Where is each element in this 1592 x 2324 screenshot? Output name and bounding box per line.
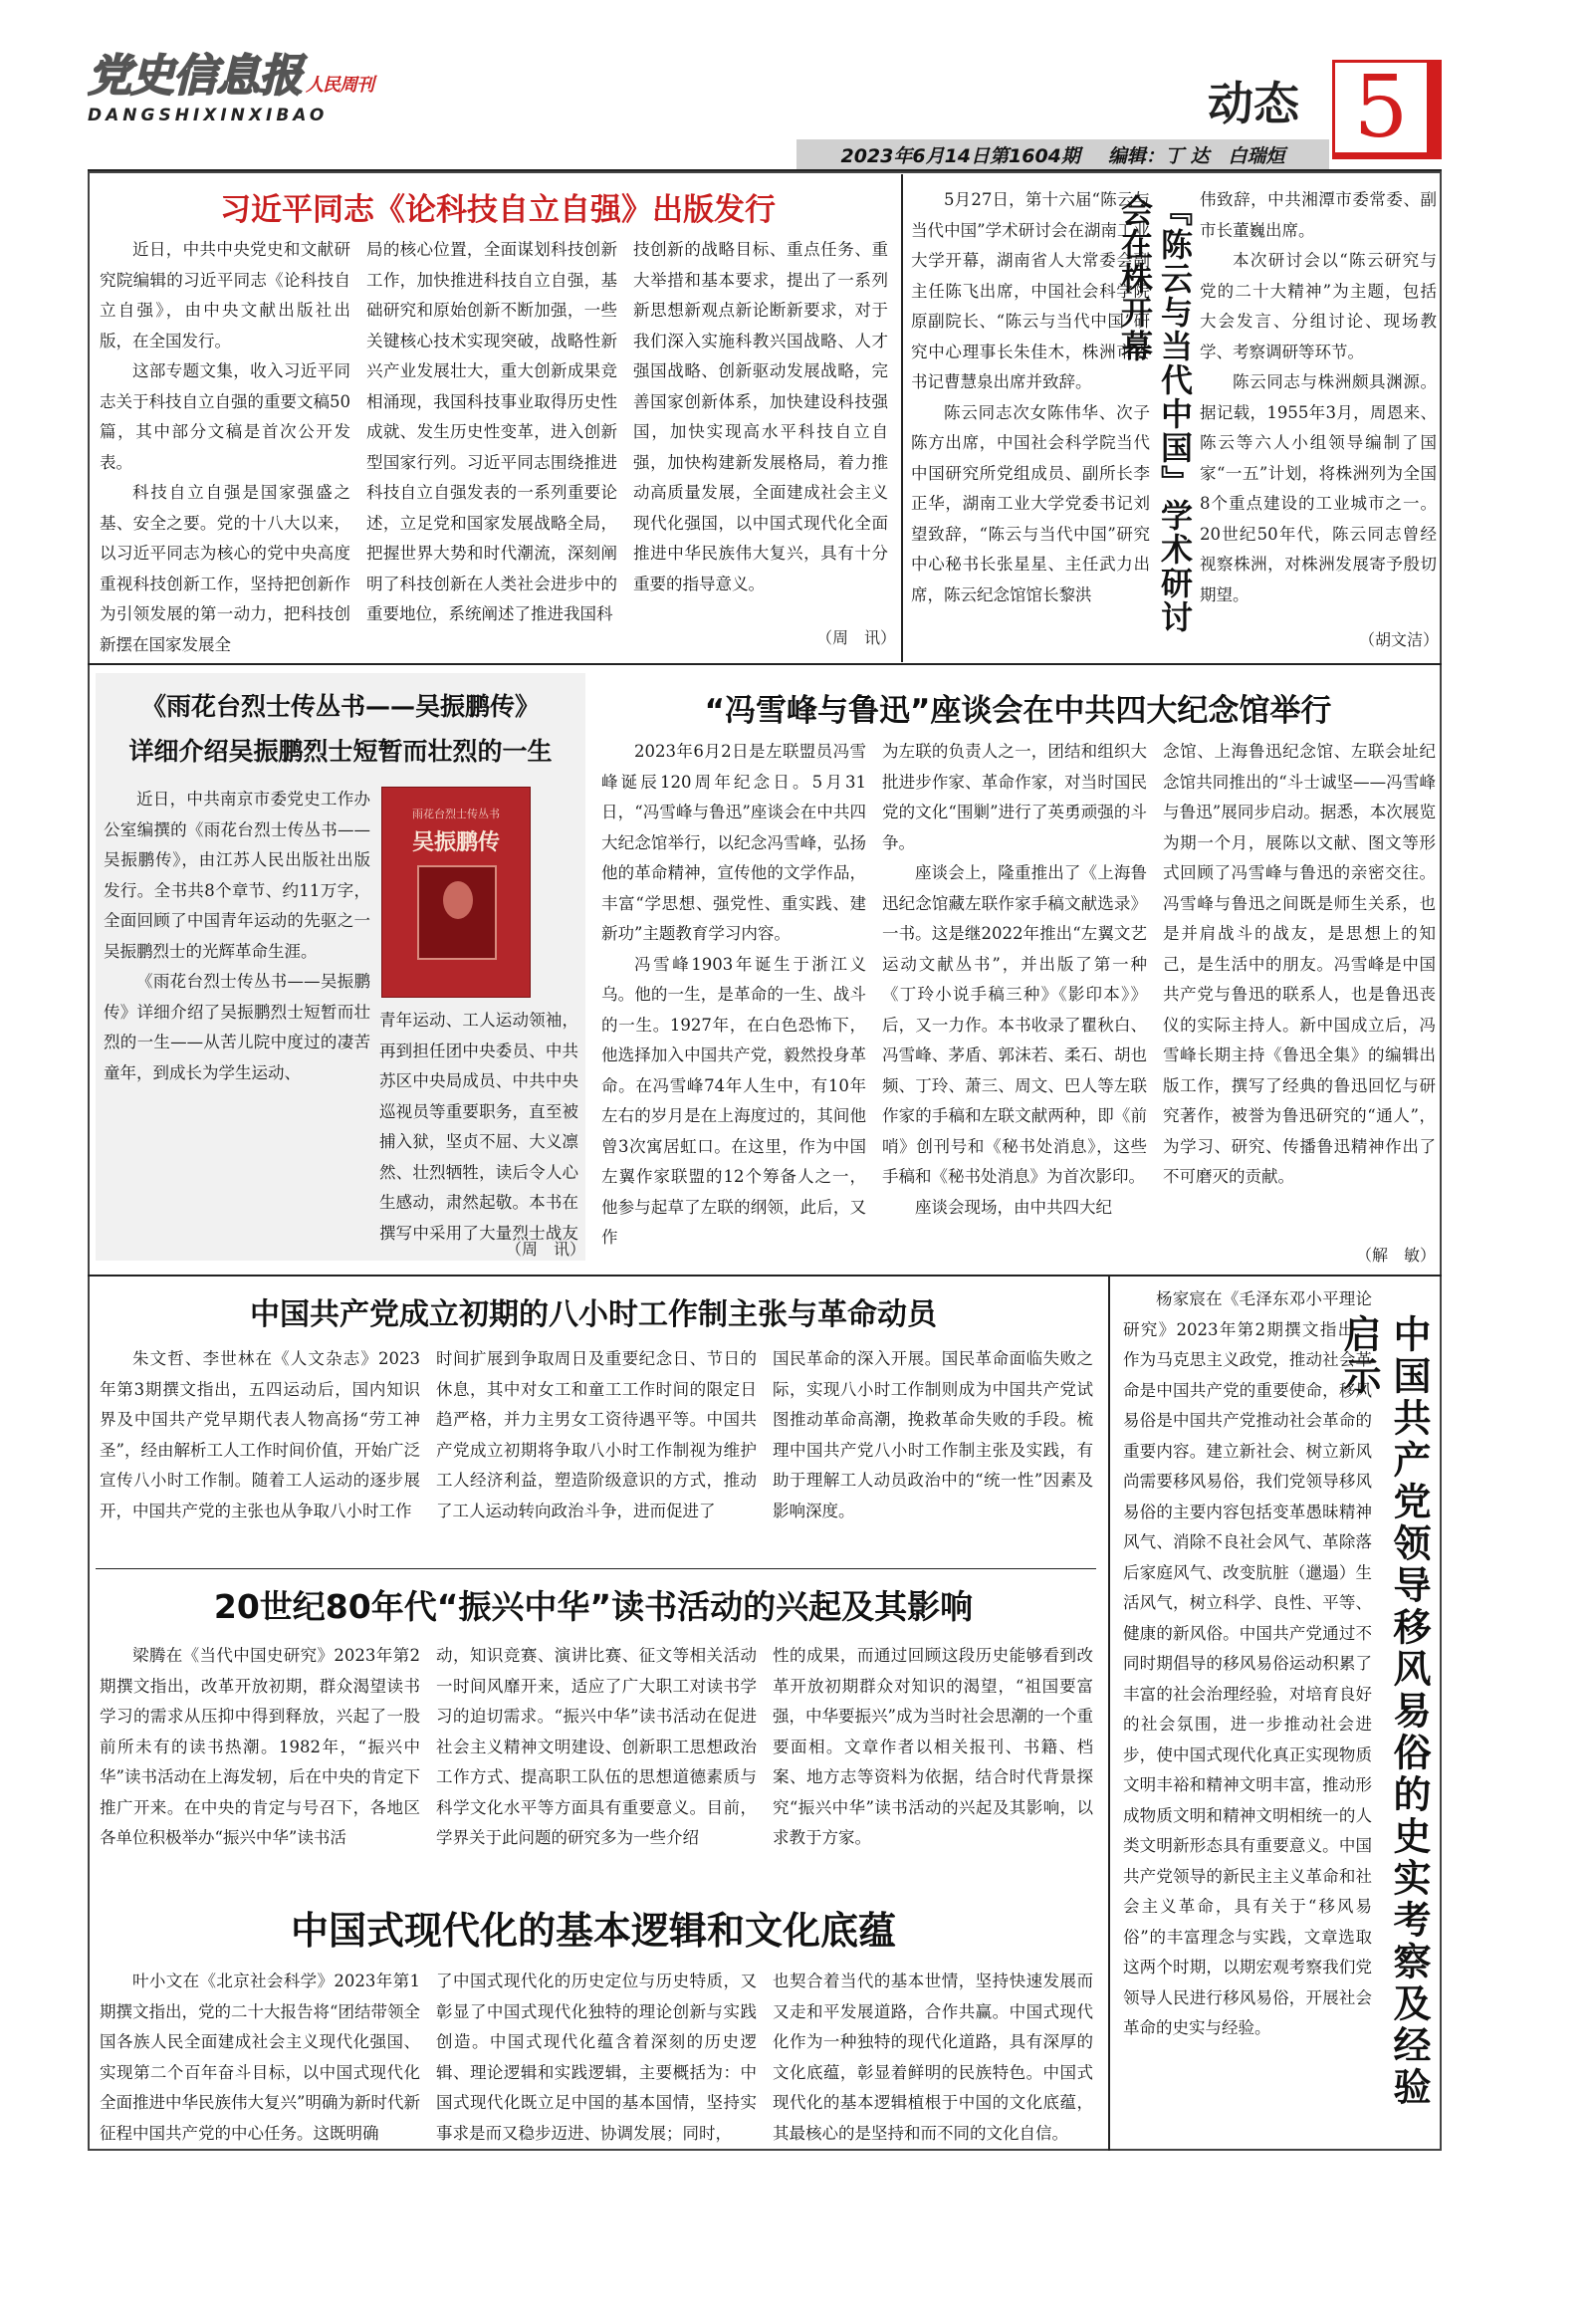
a2-col1 bbox=[911, 185, 1150, 653]
a6-col3 bbox=[773, 1641, 1093, 1890]
a6-col1 bbox=[100, 1641, 420, 1890]
book-title-label: 吴振鹏传 bbox=[411, 830, 500, 855]
book-portrait bbox=[417, 865, 497, 960]
a2-col2-text-part: 本次研讨会以“陈云研究与党的二十大精神”为主题，包括大会发言、分组讨论、现场教学、考察调研等环节。 bbox=[1200, 251, 1437, 361]
logo-subtitle: 人民周刊 bbox=[306, 75, 373, 96]
a8-col1 bbox=[1123, 1284, 1372, 2141]
a2-col1-text-part: 陈云同志次女陈伟华、次子陈方出席，中国社会科学院当代中国研究所党组成员、副所长李正华，湖南工业大学党委书记刘望致辞，“陈云与当代中国”研究中心秘书长张星星、主任武力出席，陈云纪念馆馆长黎洪 bbox=[911, 402, 1150, 604]
a6-col1-text: 梁腾在《当代中国史研究》2023年第2期撰文指出，改革开放初期，群众渴望读书学习的需求从压抑中得到释放，兴起了一股前所未有的读书热潮。1982年，“振兴中华”读书活动在上海发轫，后在中央的肯定下推广开来。在中央的肯定与号召下，各地区各单位积极举办“振兴中华”读书活 bbox=[100, 1646, 420, 1847]
a1-col1-text-part: 科技自立自强是国家强盛之基、安全之要。党的十八大以来，以习近平同志为核心的党中央高度重视科技创新工作，坚持把创新作为引领发展的第一动力，把科技创新摆在国家发展全 bbox=[100, 483, 350, 653]
a1-col3 bbox=[633, 235, 888, 623]
a2-col2-text-part: 陈云同志与株洲颇具渊源。据记载，1955年3月，周恩来、陈云等六人小组领导编制了国家“一五”计划，将株洲列为全国8个重点建设的工业城市之一。20世纪50年代，陈云同志曾经视察株洲，对株洲发展寄予殷切期望。 bbox=[1200, 372, 1437, 604]
page-number: 5 bbox=[1332, 60, 1430, 155]
a1-col3-text: 技创新的战略目标、重点任务、重大举措和基本要求，提出了一系列新思想新观点新论断新要求，对于我们深入实施科教兴国战略、人才强国战略、创新驱动发展战略，完善国家创新体系，加快建设科技强国，加快实现高水平科技自立自强，加快构建新发展格局，着力推动高质量发展，全面建成社会主义现代化强国，以中国式现代化全面推进中华民族伟大复兴，具有十分重要的指导意义。 bbox=[633, 240, 888, 593]
a7-col3 bbox=[773, 1967, 1093, 2146]
a1-col1-text-part: 近日，中共中央党史和文献研究院编辑的习近平同志《论科技自立自强》，由中央文献出版社出版，在全国发行。 bbox=[100, 240, 350, 350]
a5-col1 bbox=[100, 1344, 420, 1558]
divider-v1 bbox=[901, 174, 903, 662]
a3-col1 bbox=[104, 785, 370, 1253]
a4-headline: “冯雪峰与鲁迅”座谈会在中共四大纪念馆举行 bbox=[704, 693, 1332, 729]
a3-headline-1: 《雨花台烈士传丛书——吴振鹏传》 bbox=[140, 692, 540, 721]
a7-col1-text: 叶小文在《北京社会科学》2023年第1期撰文指出，党的二十大报告将“团结带领全国各族人民全面建成社会主义现代化强国、实现第二个百年奋斗目标，以中国式现代化全面推进中华民族伟大复兴”明确为新时代新征程中国共产党的中心任务。这既明确 bbox=[100, 1972, 420, 2143]
a1-col1 bbox=[100, 235, 350, 653]
a1-author: （周 讯） bbox=[816, 628, 897, 647]
issue-date: 2023年6月14日第1604期 bbox=[840, 144, 1080, 167]
a7-col2 bbox=[436, 1967, 757, 2146]
a4-col2-text-part: 座谈会上，隆重推出了《上海鲁迅纪念馆藏左联作家手稿文献选录》一书。这是继2022年推出“左翼文艺运动文献丛书”，并出版了第一种《丁玲小说手稿三种》《影印本》》后，又一力作。本书收录了瞿秋白、冯雪峰、茅盾、郭沫若、柔石、胡也频、丁玲、萧三、周文、巴人等左联作家的手稿和左联文献两种，即《前哨》创刊号和《秘书处消息》，这些手稿和《秘书处消息》为首次影印。 bbox=[882, 863, 1147, 1186]
a3-author: （周 讯） bbox=[506, 1240, 586, 1259]
a4-col3 bbox=[1163, 737, 1436, 1235]
a4-author: （解 敏） bbox=[1356, 1246, 1437, 1265]
a8-col1-text: 杨家宸在《毛泽东邓小平理论研究》2023年第2期撰文指出，作为马克思主义政党，推动社会革命是中国共产党的重要使命，移风易俗是中国共产党推动社会革命的重要内容。建立新社会、树立新风尚需要移风易俗，我们党领导移风易俗的主要内容包括变革愚昧精神风气、消除不良社会风气、革除落后家庭风气、改变肮脏（邋遢）生活风气，树立科学、良性、平等、健康的新风俗。中国共产党通过不同时期倡导的移风易俗运动积累了丰富的社会治理经验，对培育良好的社会氛围，进一步推动社会进步，使中国式现代化真正实现物质文明丰裕和精神文明丰富，推动形成物质文明和精神文明相统一的人类文明新形态具有重要意义。中国共产党领导的新民主主义革命和社会主义革命，具有关于“移风易俗”的丰富理念与实践，文章选取这两个时期，以期宏观考察我们党领导人民进行移风易俗，开展社会革命的史实与经验。 bbox=[1123, 1289, 1372, 2037]
a1-col1-text-part: 这部专题文集，收入习近平同志关于科技自立自强的重要文稿50篇，其中部分文稿是首次公开发表。 bbox=[100, 361, 350, 472]
page-number-box bbox=[1332, 60, 1442, 159]
a2-col2-text-part: 伟致辞，中共湘潭市委常委、副市长董巍出席。 bbox=[1200, 190, 1437, 240]
a3-headline-2: 详细介绍吴振鹏烈士短暂而壮烈的一生 bbox=[128, 737, 553, 766]
a3-col2-text: 青年运动、工人运动领袖，再到担任团中央委员、中共苏区中央局成员、中共中央巡视员等重要职务，直至被捕入狱，坚贞不屈、大义凛然、壮烈牺牲，读后令人心生感动，肃然起敬。本书在撰写中采用了大量烈士战友 bbox=[379, 1011, 578, 1243]
a1-col2 bbox=[366, 235, 617, 653]
a7-col3-text: 也契合着当代的基本世情，坚持快速发展而又走和平发展道路，合作共赢。中国式现代化作为一种独特的现代化道路，具有深厚的文化底蕴，彰显着鲜明的民族特色。中国式现代化的基本逻辑植根于中国的文化底蕴，其最核心的是坚持和而不同的文化自信。 bbox=[773, 1972, 1093, 2143]
a2-author: （胡文洁） bbox=[1359, 630, 1440, 649]
a7-col2-text: 了中国式现代化的历史定位与历史特质，又彰显了中国式现代化独特的理论创新与实践创造。中国式现代化蕴含着深刻的历史逻辑、理论逻辑和实践逻辑，主要概括为：中国式现代化既立足中国的基本国情，坚持实事求是而又稳步迈进、协调发展；同时， bbox=[436, 1972, 757, 2143]
editors: 编辑：丁 达 白瑞烜 bbox=[1107, 144, 1285, 167]
a6-col2-text: 动，知识竞赛、演讲比赛、征文等相关活动一时间风靡开来，适应了广大职工对读书学习的迫切需求。“振兴中华”读书活动在促进社会主义精神文明建设、创新职工思想政治工作方式、提高职工队伍的思想道德素质与科学文化水平等方面具有重要意义。目前，学界关于此问题的研究多为一些介绍 bbox=[436, 1646, 757, 1847]
a4-col2-text-part: 座谈会现场，由中共四大纪 bbox=[915, 1197, 1112, 1217]
a6-headline: 20世纪80年代“振兴中华”读书活动的兴起及其影响 bbox=[213, 1587, 974, 1626]
divider-h3 bbox=[96, 1568, 1096, 1569]
logo-pinyin: DANGSHIXINXIBAO bbox=[88, 106, 329, 125]
a6-col2 bbox=[436, 1641, 757, 1890]
a2-col1-text-part: 5月27日，第十六届“陈云与当代中国”学术研讨会在湖南工业大学开幕，湖南省人大常委会副主任陈飞出席，中国社会科学院原副院长、“陈云与当代中国”研究中心理事长朱佳木，株洲市委书记曹慧泉出席并致辞。 bbox=[911, 190, 1150, 391]
book-cover-image bbox=[381, 787, 531, 998]
a4-col3-text: 念馆、上海鲁迅纪念馆、左联会址纪念馆共同推出的“斗士诚坚——冯雪峰与鲁迅”展同步启动。据悉，本次展览为期一个月，展陈以文献、图文等形式回顾了冯雪峰与鲁迅的亲密交往。冯雪峰与鲁迅之间既是师生关系，也是并肩战斗的战友，是思想上的知己，是生活中的朋友。冯雪峰是中国共产党与鲁迅的联系人，也是鲁迅丧仪的实际主持人。新中国成立后，冯雪峰长期主持《鲁迅全集》的编辑出版工作，撰写了经典的鲁迅回忆与研究著作，被誉为鲁迅研究的“通人”，为学习、研究、传播鲁迅精神作出了不可磨灭的贡献。 bbox=[1163, 742, 1436, 1186]
a3-col1-text-part: 《雨花台烈士传丛书——吴振鹏传》详细介绍了吴振鹏烈士短暂而壮烈的一生——从苦儿院中度过的凄苦童年，到成长为学生运动、 bbox=[104, 972, 370, 1082]
a4-col1 bbox=[601, 737, 866, 1255]
book-series-label: 雨花台烈士传丛书 bbox=[412, 808, 500, 820]
masthead-logo bbox=[88, 40, 416, 149]
a4-col2-text-part: 为左联的负责人之一，团结和组织大批进步作家、革命作家，对当时国民党的文化“围剿”进行了英勇顽强的斗争。 bbox=[882, 742, 1147, 852]
a4-col2 bbox=[882, 737, 1147, 1255]
a5-col2 bbox=[436, 1344, 757, 1558]
a5-col1-text: 朱文哲、李世林在《人文杂志》2023年第3期撰文指出，五四运动后，国内知识界及中国共产党早期代表人物高扬“劳工神圣”，经由解析工人工作时间价值，开始广泛宣传八小时工作制。随着工人运动的逐步展开，中国共产党的主张也从争取八小时工作 bbox=[100, 1349, 420, 1520]
a7-col1 bbox=[100, 1967, 420, 2146]
a3-col2 bbox=[379, 1006, 578, 1245]
a5-col3-text: 国民革命的深入开展。国民革命面临失败之际，实现八小时工作制则成为中国共产党试图推动革命高潮，挽救革命失败的手段。梳理中国共产党八小时工作制主张及实践，有助于理解工人动员政治中的“统一性”因素及影响深度。 bbox=[773, 1349, 1093, 1520]
a5-headline: 中国共产党成立初期的八小时工作制主张与革命动员 bbox=[250, 1297, 937, 1332]
a4-col1-text-part: 冯雪峰1903年诞生于浙江义乌。他的一生，是革命的一生、战斗的一生。1927年，在白色恐怖下，他选择加入中国共产党，毅然投身革命。在冯雪峰74年人生中，有10年左右的岁月是在上海度过的，其间他曾3次寓居虹口。在这里，作为中国左翼作家联盟的12个筹备人之一，他参与起草了左联的纲领，此后，又作 bbox=[601, 954, 866, 1247]
section-name: 动态 bbox=[1208, 77, 1299, 130]
logo-text: 党史信息报 bbox=[88, 51, 302, 102]
a7-headline: 中国式现代化的基本逻辑和文化底蕴 bbox=[290, 1909, 896, 1953]
a4-col1-text-part: 2023年6月2日是左联盟员冯雪峰诞辰120周年纪念日。5月31日，“冯雪峰与鲁迅”座谈会在中共四大纪念馆举行，以纪念冯雪峰，弘扬他的革命精神，宣传他的文学作品，丰富“学思想、强党性、重实践、建新功”主题教育学习内容。 bbox=[601, 742, 866, 943]
a1-col2-text: 局的核心位置，全面谋划科技创新工作，加快推进科技自立自强，基础研究和原始创新不断加强，一些关键核心技术实现突破，战略性新兴产业发展壮大，重大创新成果竞相涌现，我国科技事业取得历史性成就、发生历史性变革，进入创新型国家行列。习近平同志围绕推进科技自立自强发表的一系列重要论述，立足党和国家发展战略全局，把握世界大势和时代潮流，深刻阐明了科技创新在人类社会进步中的重要地位，系统阐述了推进我国科 bbox=[366, 240, 617, 623]
a2-col2 bbox=[1200, 185, 1437, 623]
a5-col2-text: 时间扩展到争取周日及重要纪念日、节日的休息，其中对女工和童工工作时间的限定日趋严格，并力主男女工资待遇平等。中国共产党成立初期将争取八小时工作制视为维护工人经济利益，塑造阶级意识的方式，推动了工人运动转向政治斗争，进而促进了 bbox=[436, 1349, 757, 1520]
dateline bbox=[796, 139, 1329, 169]
divider-h1 bbox=[88, 663, 1442, 665]
a5-col3 bbox=[773, 1344, 1093, 1558]
a8-vertical-headline: 中国共产党领导移风易俗的史实考察及经验启示 bbox=[1337, 1314, 1431, 2109]
divider-v2 bbox=[1108, 1277, 1110, 2151]
divider-h2 bbox=[88, 1275, 1442, 1277]
a2-vertical-headline: 『陈云与当代中国』学术研讨会在株开幕 bbox=[1116, 194, 1194, 634]
a3-col1-text-part: 近日，中共南京市委党史工作办公室编撰的《雨花台烈士传丛书——吴振鹏传》，由江苏人民出版社出版发行。全书共8个章节、约11万字，全面回顾了中国青年运动的先驱之一吴振鹏烈士的光辉革命生涯。 bbox=[104, 790, 370, 961]
a1-headline: 习近平同志《论科技自立自强》出版发行 bbox=[220, 192, 776, 228]
a6-col3-text: 性的成果，而通过回顾这段历史能够看到改革开放初期群众对知识的渴望，“祖国要富强，中华要振兴”成为当时社会思潮的一个重要面相。文章作者以相关报刊、书籍、档案、地方志等资料为依据，结合时代背景探究“振兴中华”读书活动的兴起及其影响，以求教于方家。 bbox=[773, 1646, 1093, 1847]
